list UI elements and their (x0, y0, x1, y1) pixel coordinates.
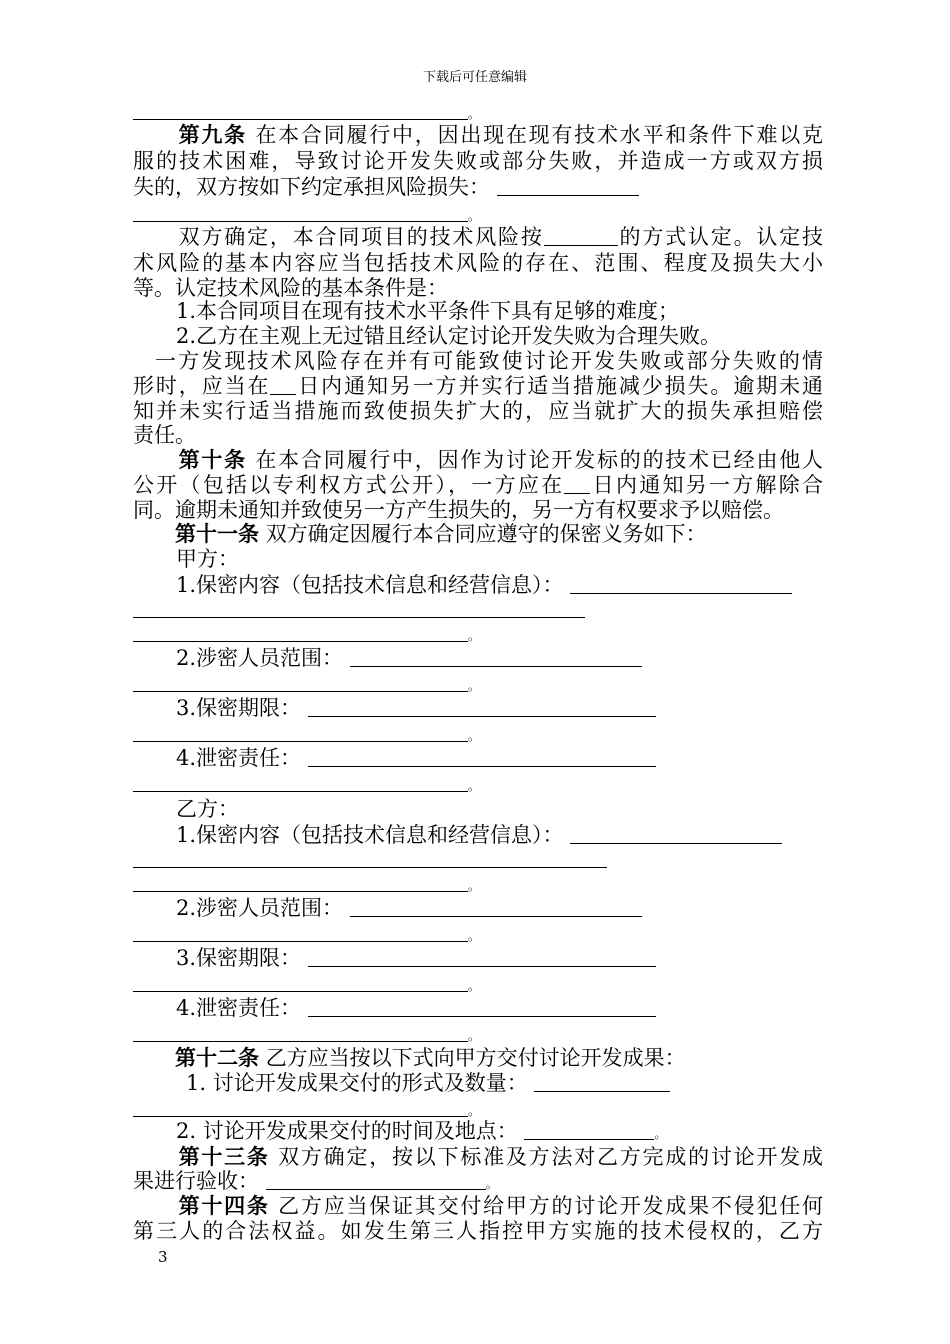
text-line: 第三人的合法权益。如发生第三人指控甲方实施的技术侵权的，乙方 (133, 1219, 823, 1243)
article-9: 第九条 在本合同履行中，因出现在现有技术水平和条件下难以克 (178, 122, 824, 147)
article-heading: 第九条 (178, 122, 247, 147)
party-b-label: 乙方： (176, 797, 239, 821)
party-a-label: 甲方： (176, 547, 239, 571)
article-14: 第十四条 乙方应当保证其交付给甲方的讨论开发成果不侵犯任何 (178, 1193, 823, 1218)
party-b-item-2: 2.涉密人员范围： (176, 895, 866, 921)
article-12: 第十二条 乙方应当按以下式向甲方交付讨论开发成果： (175, 1045, 686, 1070)
party-b-item-3: 3.保密期限： (176, 945, 866, 971)
article-heading: 第十二条 (175, 1045, 259, 1070)
fill-line: 。 (133, 720, 823, 749)
article-11: 第十一条 双方确定因履行本合同应遵守的保密义务如下： (175, 521, 707, 546)
text-line: 知并未实行适当措施而致使损失扩大的，应当就扩大的损失承担赔偿 (133, 399, 823, 423)
fill-line (133, 596, 823, 622)
text-line: 同。逾期未通知并致使另一方产生损失的，另一方有权要求予以赔偿。 (133, 498, 784, 522)
text-line: 等。认定技术风险的基本条件是： (133, 276, 448, 300)
text-line: 形时，应当在 日内通知另一方并实行适当措施减少损失。逾期未通 (133, 374, 824, 398)
party-a-item-1: 1.保密内容（包括技术信息和经营信息）： (176, 572, 866, 598)
article-heading: 第十四条 (178, 1193, 270, 1218)
fill-line: 。 (133, 98, 823, 127)
text-line: 责任。 (133, 423, 196, 447)
deliverable-item-2: 2. 讨论开发成果交付的时间及地点： 。 (176, 1119, 667, 1143)
party-a-item-2: 2.涉密人员范围： (176, 645, 866, 671)
article-heading: 第十三条 (178, 1144, 270, 1169)
article-13: 第十三条 双方确定，按以下标准及方法对乙方完成的讨论开发成 (178, 1144, 823, 1169)
article-10: 第十条 在本合同履行中，因作为讨论开发标的的技术已经由他人 (178, 447, 824, 472)
fill-line: 。 (133, 1095, 823, 1124)
fill-line: 。 (133, 1020, 823, 1049)
text-line: 公开（包括以专利权方式公开），一方应在 日内通知另一方解除合 (133, 473, 824, 497)
fill-line: 。 (133, 200, 823, 229)
page-header: 下载后可任意编辑 (422, 70, 527, 85)
fill-line: 。 (133, 620, 823, 649)
fill-line: 。 (133, 670, 823, 699)
text-line: 双方确定，本合同项目的技术风险按 的方式认定。认定技 (178, 225, 824, 249)
article-heading: 第十条 (178, 447, 247, 472)
fill-line: 。 (133, 870, 823, 899)
text-line: 失的，双方按如下约定承担风险损失： (133, 174, 823, 200)
text-line: 果进行验收： 。 (133, 1169, 498, 1193)
condition-1: 1.本合同项目在现有技术水平条件下具有足够的难度； (176, 299, 680, 323)
deliverable-item-1: 1. 讨论开发成果交付的形式及数量： (186, 1070, 876, 1096)
text-line: 服的技术困难，导致讨论开发失败或部分失败，并造成一方或双方损 (133, 149, 823, 173)
party-a-item-3: 3.保密期限： (176, 695, 866, 721)
condition-2: 2.乙方在主观上无过错且经认定讨论开发失败为合理失败。 (176, 324, 722, 348)
text-line: 术风险的基本内容应当包括技术风险的存在、范围、程度及损失大小 (133, 251, 823, 275)
fill-line (133, 846, 823, 872)
fill-line: 。 (133, 970, 823, 999)
text-line: 一方发现技术风险存在并有可能致使讨论开发失败或部分失败的情 (155, 349, 823, 373)
party-b-item-1: 1.保密内容（包括技术信息和经营信息）： (176, 822, 866, 848)
fill-line: 。 (133, 920, 823, 949)
page-number: 3 (158, 1248, 168, 1266)
fill-line: 。 (133, 770, 823, 799)
party-b-item-4: 4.泄密责任： (176, 995, 866, 1021)
party-a-item-4: 4.泄密责任： (176, 745, 866, 771)
article-heading: 第十一条 (175, 521, 259, 546)
